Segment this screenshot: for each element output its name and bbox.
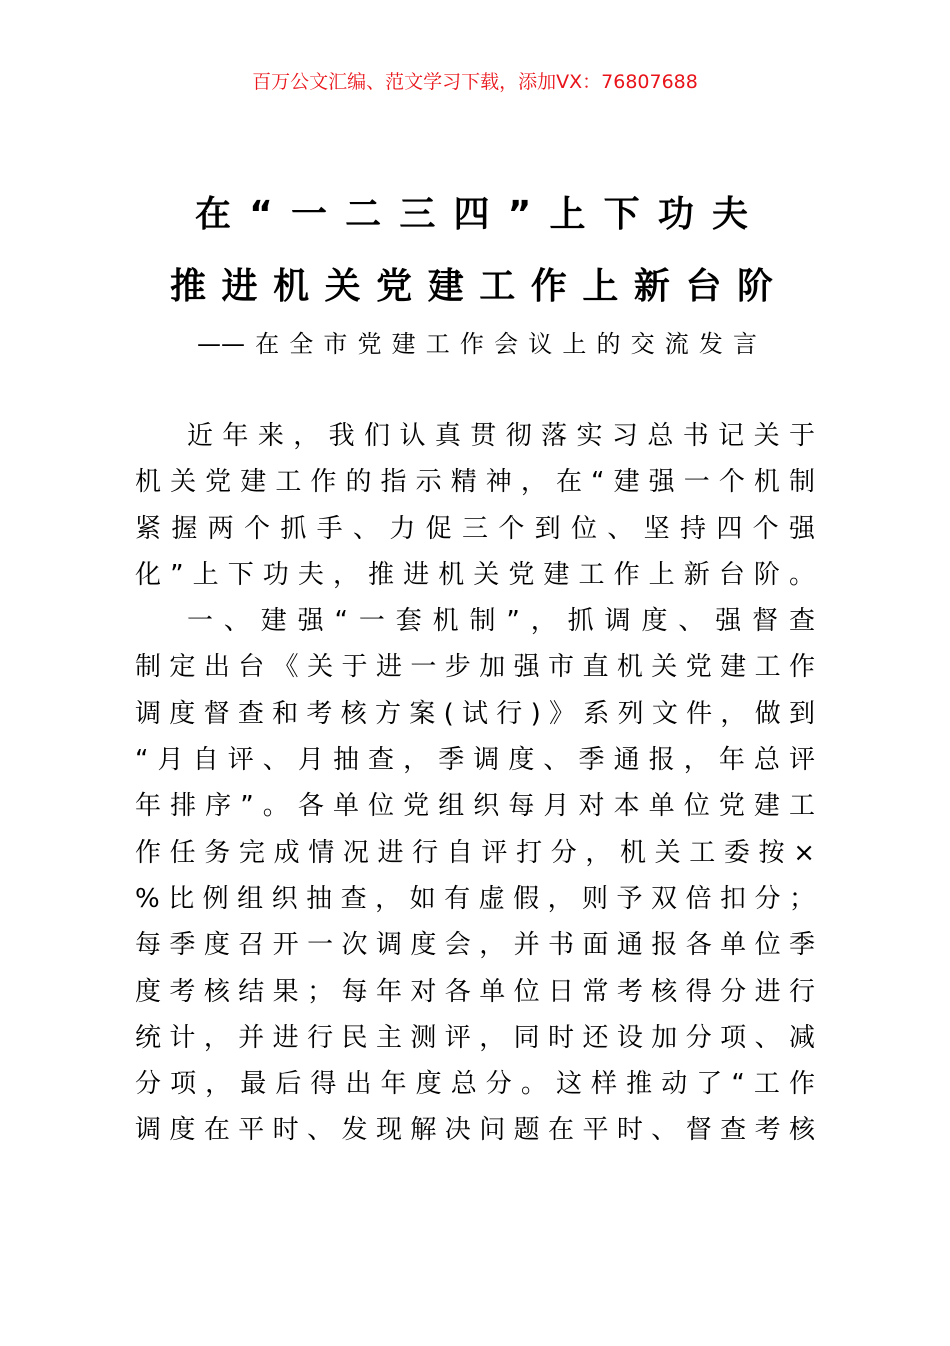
body-line: 度考核结果；每年对各单位日常考核得分进行 — [135, 976, 815, 1007]
body-line: 分项，最后得出年度总分。这样推动了“工作 — [135, 1069, 815, 1100]
body-line: 紧握两个抓手、力促三个到位、坚持四个强 — [135, 513, 815, 544]
body-line: 调度督查和考核方案(试行)》系列文件，做到 — [135, 698, 815, 729]
body-line: 化”上下功夫，推进机关党建工作上新台阶。 — [135, 559, 815, 590]
body-line: 调度在平时、发现解决问题在平时、督查考核 — [135, 1115, 815, 1146]
body-line: 统计，并进行民主测评，同时还设加分项、减 — [135, 1022, 815, 1053]
body-line: 机关党建工作的指示精神，在“建强一个机制 — [135, 467, 815, 498]
document-title-line-2: 推进机关党建工作上新台阶 — [170, 266, 773, 307]
body-line: 每季度召开一次调度会，并书面通报各单位季 — [135, 930, 815, 961]
document-title-line-1: 在“一二三四”上下功夫 — [195, 194, 748, 235]
body-line: 作任务完成情况进行自评打分，机关工委按× — [135, 837, 815, 868]
download-banner: 百万公文汇编、范文学习下载，添加VX：76807688 — [252, 71, 698, 93]
body-line: 制定出台《关于进一步加强市直机关党建工作 — [135, 652, 815, 683]
section-heading-line: 一、建强“一套机制”，抓调度、强督查 — [187, 606, 815, 637]
body-line: 年排序”。各单位党组织每月对本单位党建工 — [135, 791, 815, 822]
document-body — [135, 417, 815, 1158]
body-line: “月自评、月抽查，季调度、季通报，年总评 — [135, 745, 815, 776]
body-line: 近年来，我们认真贯彻落实习总书记关于 — [187, 421, 815, 451]
document-subtitle: ——在全市党建工作会议上的交流发言 — [197, 330, 757, 358]
body-line: %比例组织抽查，如有虚假，则予双倍扣分； — [135, 883, 815, 914]
